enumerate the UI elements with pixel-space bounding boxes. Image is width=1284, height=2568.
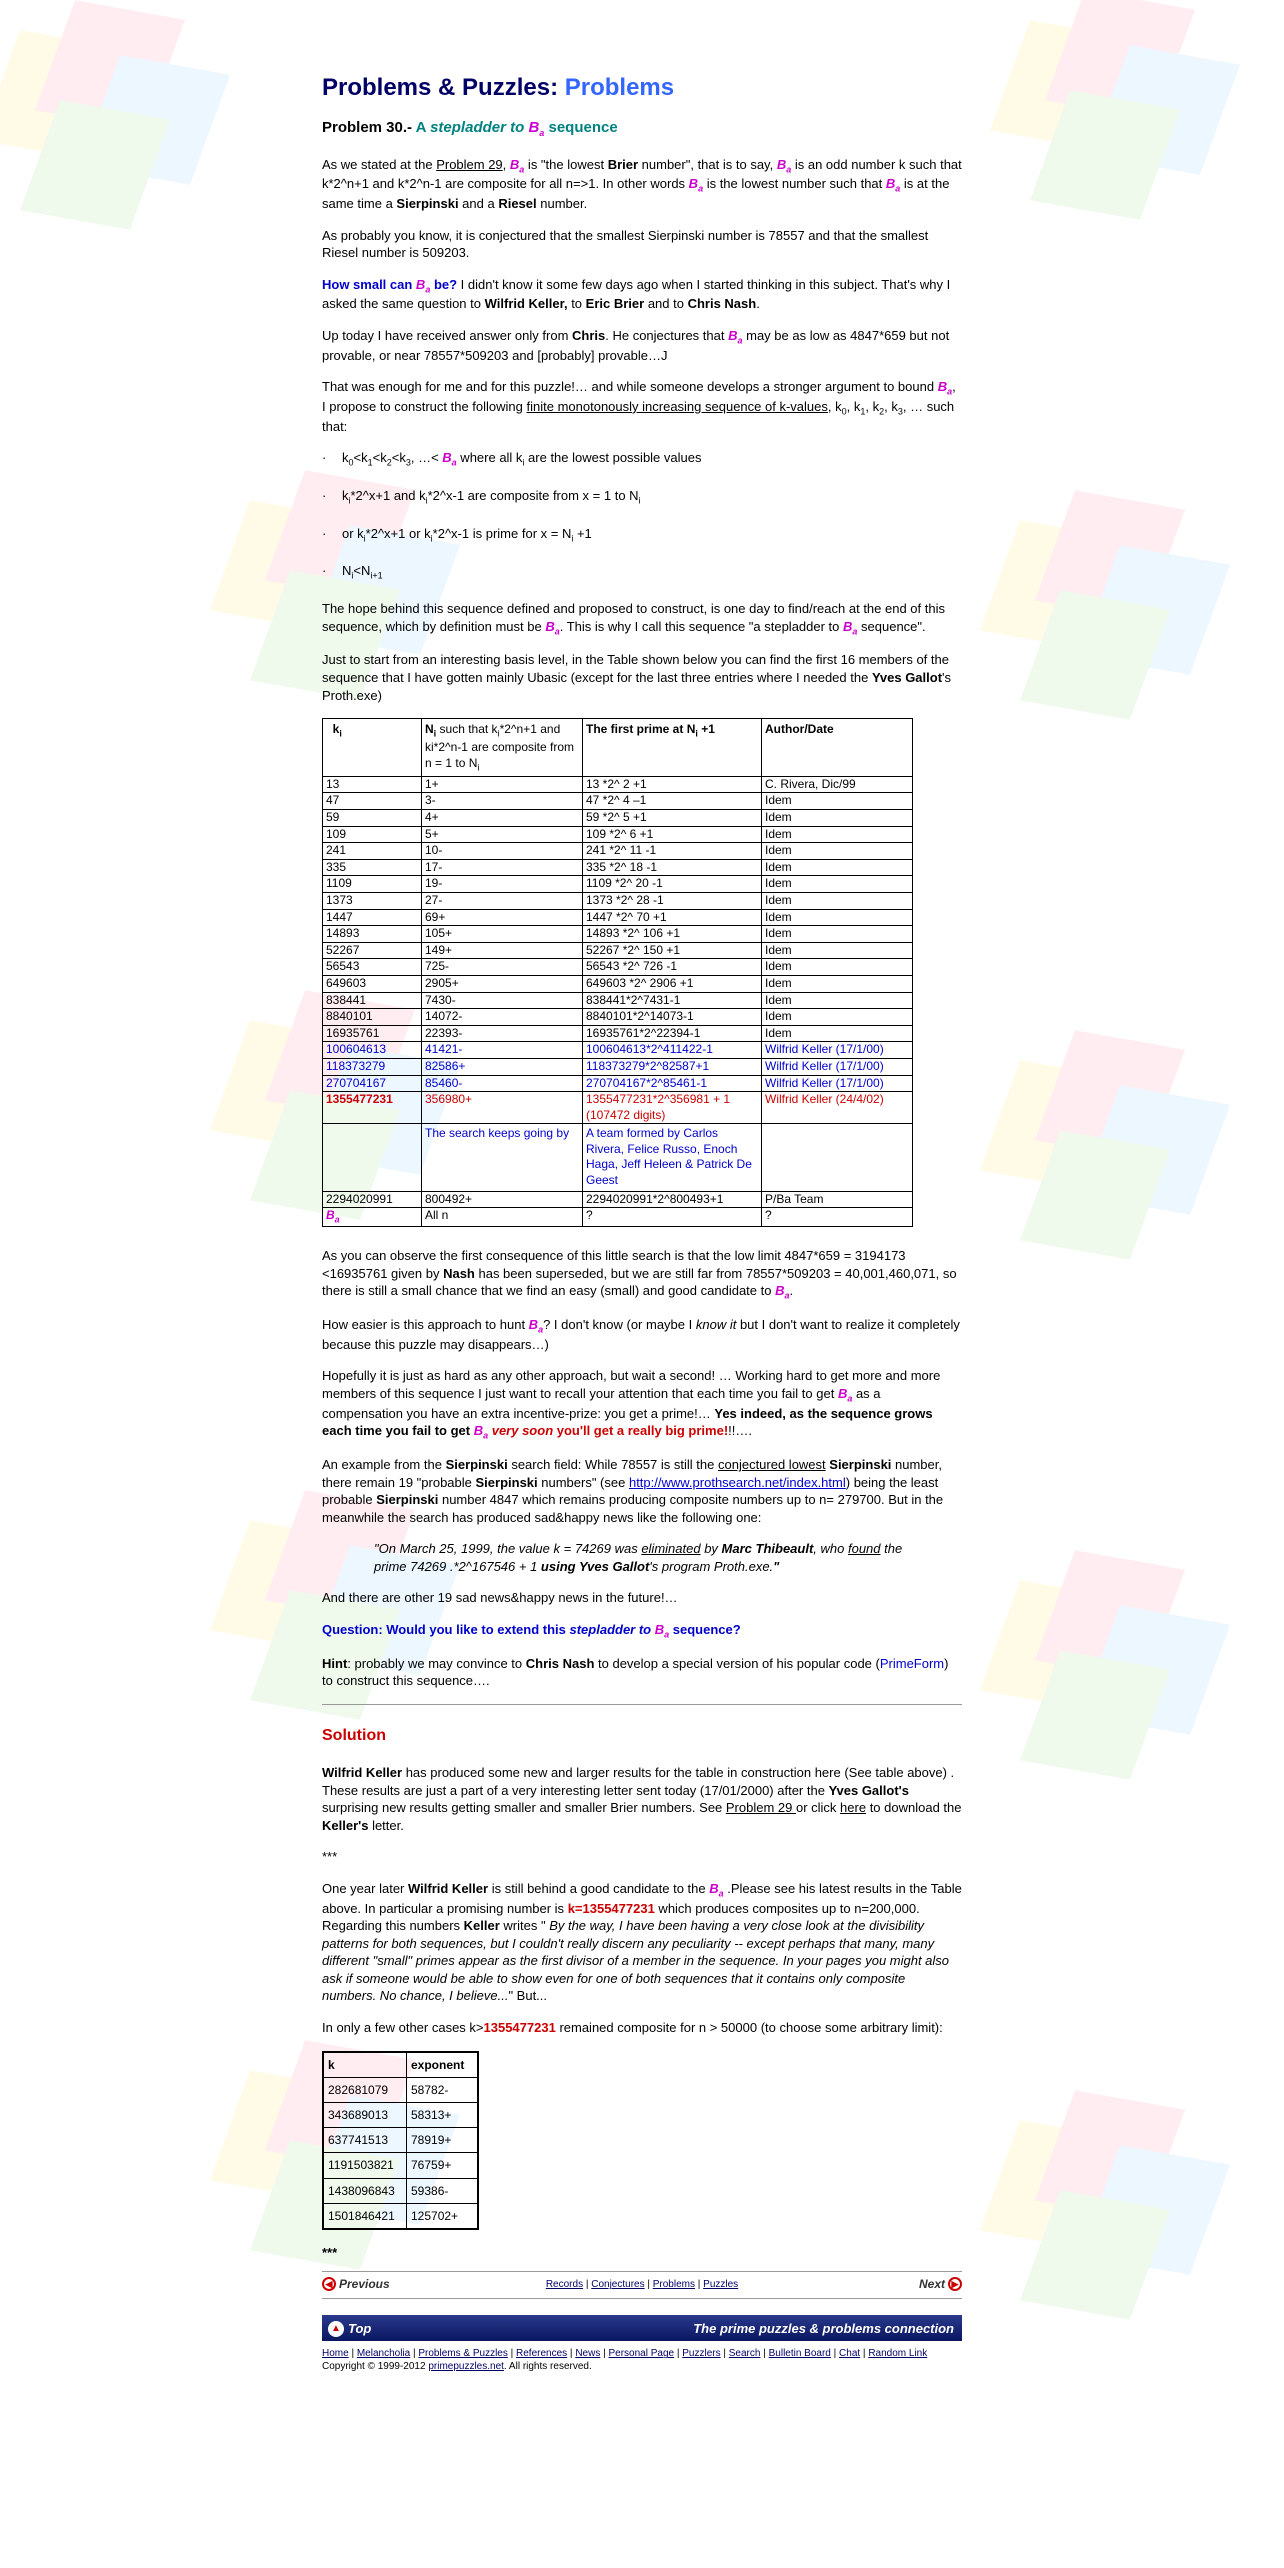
- table-row: 100604613 41421- 100604613*2^411422-1 Wilfrid Keller (17/1/00): [323, 1042, 913, 1059]
- footer-link[interactable]: Problems & Puzzles: [418, 2348, 508, 2360]
- here-link[interactable]: here: [840, 1800, 867, 1816]
- table-row: 52267 149+ 52267 *2^ 150 +1 Idem: [323, 942, 913, 959]
- banner-tagline: The prime puzzles & problems connection: [693, 2321, 954, 2337]
- header-author: Author/Date: [762, 719, 913, 777]
- page-content: [322, 72, 962, 2373]
- nav-link-records[interactable]: Records: [545, 2279, 584, 2291]
- table-row: 1501846421 125702+: [323, 2203, 478, 2229]
- watermark-logo: [1010, 0, 1240, 230]
- nav-link-puzzles[interactable]: Puzzles: [703, 2279, 739, 2291]
- paragraph-table-intro: Just to start from an interesting basis level, in the Table shown below you can find the first 16 members of the sequence that I have gotten mainly Ubasic (except for the last three entries where I needed the Yves Gallot's Proth.exe): [322, 652, 952, 703]
- nav-bar: [322, 2271, 962, 2299]
- list-item: · $k_i*2\^{}x+1$ and $k_i*2\^{}x-1$ are composite from x = 1 to $N_i$: [322, 487, 962, 507]
- table-row: 282681079 58782-: [323, 2077, 478, 2102]
- sequence-rows: [323, 776, 913, 1091]
- news-quote: "On March 25, 1999, the value k = 74269 was eliminated by Marc Thibeault, who found the prime 74269 .*2^167546 + 1 using Yves Gallot's program Proth.exe.": [374, 1541, 903, 1574]
- watermark-logo: [0, 10, 230, 240]
- footer: [322, 2347, 962, 2373]
- hint-line: Hint: probably we may convince to Chris Nash to develop a special version of his popular code (PrimeForm) to construct this sequence….: [322, 1655, 949, 1689]
- table-row: 335 17- 335 *2^ 18 -1 Idem: [323, 859, 913, 876]
- sequence-table: [322, 718, 913, 1227]
- table-row: 241 10- 241 *2^ 11 -1 Idem: [323, 843, 913, 860]
- watermark-logo: [1000, 500, 1230, 730]
- table-row: 1447 69+ 1447 *2^ 70 +1 Idem: [323, 909, 913, 926]
- right-arrow-icon: ▶: [948, 2277, 962, 2291]
- left-arrow-icon: ◀: [322, 2277, 336, 2291]
- stars: ***: [322, 2244, 338, 2260]
- paragraph-incentive: Hopefully it is just as hard as any other approach, but wait a second! … Working hard to get more and more members of this sequence I just want to recall your attention that each time you fail to get $B_a$ as a compensation you have an extra incentive-prize: you get a prime!… Yes indeed, as the sequence grows each time you fail to get $B_a$ very soon you'll get a really big prime!!!….: [322, 1368, 941, 1441]
- table-row: 59 4+ 59 *2^ 5 +1 Idem: [323, 810, 913, 827]
- copyright: Copyright © 1999-2012 primepuzzles.net. All rights reserved.: [322, 2361, 592, 2373]
- previous-button[interactable]: ◀ Previous: [322, 2276, 390, 2292]
- table-row: 649603 2905+ 649603 *2^ 2906 +1 Idem: [323, 975, 913, 992]
- footer-link[interactable]: Home: [322, 2348, 349, 2360]
- paragraph-proposal: That was enough for me and for this puzzle!… and while someone develops a stronger argument to bound $B_a$, I propose to construct the following finite monotonously increasing sequence of k-values, $k_0$, $k_1$, $k_2$, $k_3$, … such that:: [322, 379, 956, 434]
- footer-link[interactable]: News: [575, 2348, 601, 2360]
- paragraph-question: How small can $B_a$ be? I didn't know it some few days ago when I started thinking in this subject. That's why I asked the same question to Wilfrid Keller, to Eric Brier and to Chris Nash.: [322, 276, 951, 312]
- paragraph-intro: As we stated at the Problem 29, $B_a$ is "the lowest Brier number", that is to say, $B_a$ is an odd number k such that k*2^n+1 and k*2^n-1 are composite for all n=>1. In other words $B_a$ is the lowest number such that $B_a$ is at the same time a Sierpinski and a Riesel number.: [322, 156, 962, 211]
- nav-link-problems[interactable]: Problems: [652, 2279, 695, 2291]
- exponent-rows: [323, 2077, 478, 2229]
- page-title: Problems & Puzzles: Problems: [322, 74, 675, 101]
- primeform-link[interactable]: PrimeForm: [879, 1655, 945, 1671]
- solution-heading: Solution: [322, 1726, 386, 1744]
- table-row: 1373 27- 1373 *2^ 28 -1 Idem: [323, 892, 913, 909]
- table-row: 47 3- 47 *2^ 4 –1 Idem: [323, 793, 913, 810]
- table-header: k exponent: [323, 2052, 478, 2078]
- footer-link[interactable]: Random Link: [868, 2348, 928, 2360]
- solution-paragraph-1: Wilfrid Keller has produced some new and larger results for the table in construction here (See table above) . These results are just a part of a very interesting letter sent today (17/01/2000) after the Yves Gallot's surprising new results getting smaller and smaller Brier numbers. See Problem 29 or click here to download the Keller's letter.: [322, 1765, 962, 1833]
- divider: [322, 1704, 962, 1705]
- table-row: 14893 105+ 14893 *2^ 106 +1 Idem: [323, 926, 913, 943]
- list-item: · $k_0<k_1<k_2<k_3$, …< $B_a$ where all $k_i$ are the lowest possible values: [322, 449, 962, 469]
- watermark-logo: [1000, 2100, 1230, 2330]
- table-row: 343689013 58313+: [323, 2102, 478, 2127]
- footer-links: Home | Melancholia | Problems & Puzzles | References | News | Personal Page | Puzzlers | Search | Bulletin Board | Chat | Random Link: [322, 2348, 928, 2360]
- paragraph-consequence: As you can observe the first consequence of this little search is that the low limit 4847*659 = 3194173 <16935761 given by Nash has been superseded, but we are still far from 78557*509203 = 40,001,460,071, so there is still a small chance that we find an easy (small) and good candidate to $B_a$.: [322, 1248, 957, 1302]
- table-row: 13 1+ 13 *2^ 2 +1 C. Rivera, Dic/99: [323, 776, 913, 793]
- prothsearch-link[interactable]: http://www.prothsearch.net/index.html: [628, 1474, 846, 1490]
- watermark-logo: [1000, 1560, 1230, 1790]
- top-button[interactable]: ▲ Top: [328, 2320, 371, 2338]
- paragraph-hope: The hope behind this sequence defined and proposed to construct, is one day to find/reach at the end of this sequence, which by definition must be $B_a$. This is why I call this sequence "a stepladder to $B_a$ sequence".: [322, 601, 945, 637]
- footer-link[interactable]: Search: [728, 2348, 761, 2360]
- paragraph-approach: How easier is this approach to hunt $B_a$? I don't know (or maybe I know it but I don't want to realize it completely because this puzzle may disappears…): [322, 1317, 960, 1352]
- table-row: 8840101 14072- 8840101*2^14073-1 Idem: [323, 1009, 913, 1026]
- table-row: 270704167 85460- 270704167*2^85461-1 Wilfrid Keller (17/1/00): [323, 1075, 913, 1092]
- solution-paragraph-3: In only a few other cases k>1355477231 remained composite for n > 50000 (to choose some arbitrary limit):: [322, 2020, 943, 2036]
- table-row: 1109 19- 1109 *2^ 20 -1 Idem: [323, 876, 913, 893]
- up-arrow-icon: ▲: [328, 2321, 344, 2337]
- footer-link[interactable]: Melancholia: [356, 2348, 411, 2360]
- table-row: 1355477231 356980+ 1355477231*2^356981 + 1 (107472 digits) Wilfrid Keller (24/4/02): [323, 1092, 913, 1124]
- paragraph-news: And there are other 19 sad news&happy news in the future!…: [322, 1590, 678, 1606]
- problem-29-link[interactable]: Problem 29: [725, 1800, 796, 1816]
- table-row: 637741513 78919+: [323, 2128, 478, 2153]
- table-row: 118373279 82586+ 118373279*2^82587+1 Wilfrid Keller (17/1/00): [323, 1058, 913, 1075]
- problem-29-link[interactable]: Problem 29: [436, 156, 503, 172]
- table-header: [323, 719, 913, 777]
- footer-link[interactable]: Chat: [839, 2348, 861, 2360]
- stars: ***: [322, 1849, 338, 1865]
- footer-link[interactable]: Personal Page: [608, 2348, 675, 2360]
- table-row: 56543 725- 56543 *2^ 726 -1 Idem: [323, 959, 913, 976]
- conditions-list: [322, 449, 962, 582]
- table-row: 1438096843 59386-: [323, 2178, 478, 2203]
- list-item: · or $k_i*2\^{}x+1$ or $k_i*2\^{}x-1$ is prime for $x = N_i +1$: [322, 525, 962, 545]
- solution-paragraph-2: One year later Wilfrid Keller is still behind a good candidate to the $B_a$ .Please see his latest results in the Table above. In particular a promising number is k=1355477231 which produces composites up to n=200,000. Regarding this numbers Keller writes " By the way, I have been having a very close look at the divisibility patterns for both sequences, but I couldn't really discern any peculiarity -- except perhaps that many, many different "small" primes appear as the first divisor of a member in the sequence. In your pages you might also ask if someone would be able to show even for one of both sequences that it contains only composite numbers. No chance, I believe..." But...: [322, 1881, 962, 2004]
- problem-title: Problem 30.- A stepladder to $B_a$ sequence: [322, 119, 618, 139]
- nav-link-conjectures[interactable]: Conjectures: [591, 2279, 645, 2291]
- table-row: 1191503821 76759+: [323, 2153, 478, 2178]
- footer-banner: [322, 2315, 962, 2341]
- header-first-prime: The first prime at $N_i +1$: [583, 719, 762, 777]
- nav-links: Records | Conjectures | Problems | Puzzles: [545, 2279, 739, 2291]
- footer-link[interactable]: References: [516, 2348, 568, 2360]
- table-row: 838441 7430- 838441*2^7431-1 Idem: [323, 992, 913, 1009]
- primepuzzles-link[interactable]: primepuzzles.net: [428, 2361, 504, 2373]
- paragraph-conjecture: As probably you know, it is conjectured that the smallest Sierpinski number is 78557 and that the smallest Riesel number is 509203.: [322, 227, 929, 261]
- exponent-table: [322, 2051, 479, 2230]
- next-button[interactable]: Next ▶: [919, 2276, 962, 2292]
- question-line: Question: Would you like to extend this stepladder to $B_a$ sequence?: [322, 1621, 741, 1640]
- table-row: The search keeps going by A team formed by Carlos Rivera, Felice Russo, Enoch Haga, Jeff Heleen & Patrick De Geest: [323, 1124, 913, 1191]
- footer-link[interactable]: Puzzlers: [682, 2348, 721, 2360]
- watermark-logo: [1000, 1040, 1230, 1270]
- table-row: 16935761 22393- 16935761*2^22394-1 Idem: [323, 1025, 913, 1042]
- table-row: $B_a$ All n ? ?: [323, 1208, 913, 1227]
- header-n: $N_i$ such that $k_i*2\^{}n+1$ and ki*2^n-1 are composite from n = 1 to $N_i$: [422, 719, 583, 777]
- paragraph-answer: Up today I have received answer only from Chris. He conjectures that $B_a$ may be as low as 4847*659 but not provable, or near 78557*509203 and [probably] provable…J: [322, 327, 950, 363]
- footer-link[interactable]: Bulletin Board: [768, 2348, 831, 2360]
- header-k: $k_i$: [323, 719, 422, 777]
- list-item: · $N_i<N_{i+1}$: [322, 562, 962, 582]
- table-row: 2294020991 800492+ 2294020991*2^800493+1 P/Ba Team: [323, 1191, 913, 1208]
- paragraph-example: An example from the Sierpinski search field: While 78557 is still the conjectured lowest Sierpinski number, there remain 19 "probable Sierpinski numbers" (see http://www.prothsearch.net/index.html) being the least probable Sierpinski number 4847 which remains producing composite numbers up to n= 279700. But in the meanwhile the search has produced sad&happy news like the following one:: [322, 1457, 944, 1525]
- table-row: 109 5+ 109 *2^ 6 +1 Idem: [323, 826, 913, 843]
